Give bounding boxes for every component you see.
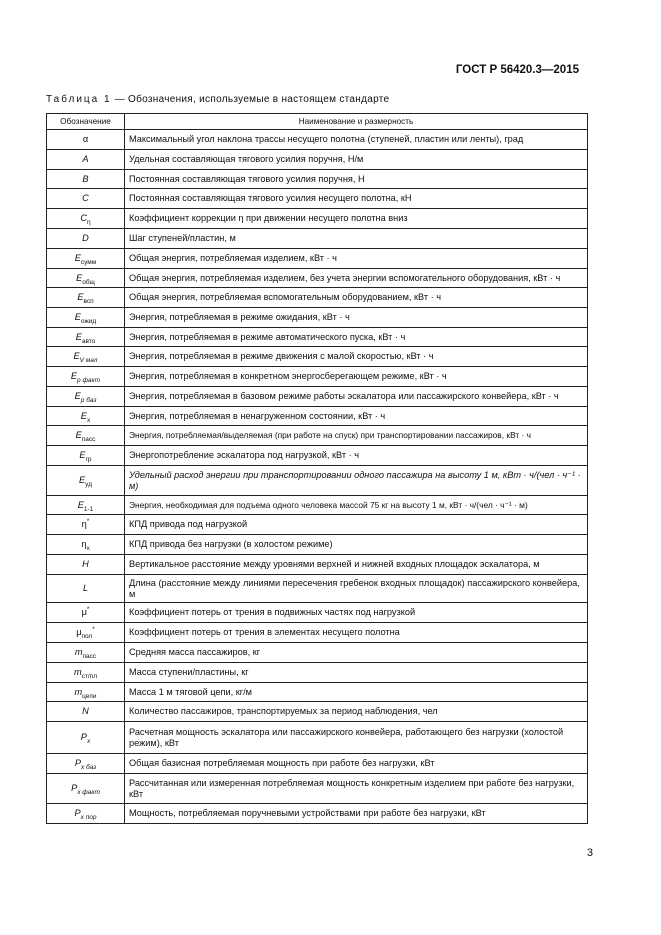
table-row (47, 269, 588, 288)
description-cell: Масса 1 м тяговой цепи, кг/м (125, 683, 588, 702)
symbol-subscript: пасс (82, 652, 97, 660)
table-row (47, 643, 588, 663)
table-header-row (47, 114, 588, 130)
description-cell: Максимальный угол наклона трассы несущего полотна (ступеней, пластин или ленты), град (125, 130, 588, 150)
symbol-cell (47, 269, 125, 288)
description-cell: Общая энергия, потребляемая изделием, без учета энергии вспомогательного оборудования, кВт · ч (125, 269, 588, 288)
table-caption-text: — Обозначения, используемые в настоящем стандарте (111, 94, 390, 105)
description-cell: Удельная составляющая тягового усилия поручня, Н/м (125, 150, 588, 170)
symbol-subscript: ожид (80, 317, 97, 325)
symbol-cell (47, 367, 125, 387)
table-row (47, 722, 588, 754)
symbol-subscript: V мал (79, 356, 98, 364)
symbol-base: E (80, 410, 87, 421)
symbol-base: E (79, 475, 86, 485)
symbol-base: α (82, 134, 89, 144)
symbol-base: P (74, 758, 81, 768)
symbol-base: E (74, 312, 81, 322)
description-cell: Количество пассажиров, транспортируемых за период наблюдения, чел (125, 702, 588, 722)
symbol-subscript: p факт (77, 376, 101, 384)
table-row (47, 347, 588, 367)
table-row (47, 804, 588, 824)
symbol-subscript: x факт (77, 788, 100, 796)
symbol-base: m (74, 686, 83, 697)
description-cell: Энергопотребление эскалатора под нагрузкой, кВт · ч (125, 446, 588, 466)
table-row (47, 623, 588, 643)
description-cell: Общая базисная потребляемая мощность при работе без нагрузки, кВт (125, 754, 588, 774)
description-cell: Энергия, потребляемая в базовом режиме работы эскалатора или пассажирского конвейера, кВт · ч (125, 387, 588, 407)
table-row (47, 249, 588, 269)
symbol-subscript: 1-1 (83, 505, 94, 513)
table-row (47, 515, 588, 535)
symbol-cell (47, 702, 125, 722)
symbol-cell (47, 555, 125, 575)
column-header-description: Наименование и размерность (125, 114, 588, 130)
description-cell: Энергия, потребляемая в режиме движения с малой скоростью, кВт · ч (125, 347, 588, 367)
symbol-base: E (79, 450, 86, 460)
symbol-base: C (80, 213, 87, 223)
description-cell: Энергия, потребляемая/выделяемая (при работе на спуск) при транспортировании пассажиров, кВт · ч (125, 426, 588, 446)
symbol-subscript: ст/пл (81, 672, 97, 680)
table-caption-label: Таблица 1 (46, 94, 112, 105)
table-row (47, 407, 588, 426)
symbol-superscript: * (86, 517, 90, 525)
description-cell: КПД привода без нагрузки (в холостом режиме) (125, 535, 588, 555)
description-cell: Рассчитанная или измеренная потребляемая мощность конкретным изделием при работе без нагрузки, кВт (125, 774, 588, 804)
symbol-subscript: пол (81, 632, 93, 640)
symbol-subscript: уд (85, 480, 92, 488)
symbol-cell (47, 130, 125, 150)
table-row (47, 555, 588, 575)
symbol-subscript: η (87, 218, 91, 226)
symbol-base: m (74, 647, 83, 657)
symbol-cell (47, 722, 125, 754)
symbol-base: E (77, 292, 84, 302)
description-cell: Средняя масса пассажиров, кг (125, 643, 588, 663)
symbol-base: μ (81, 607, 87, 617)
symbol-subscript: x (86, 544, 90, 552)
symbol-cell (47, 774, 125, 804)
description-cell: Постоянная составляющая тягового усилия поручня, Н (125, 170, 588, 189)
symbol-cell (47, 575, 125, 603)
standard-number: ГОСТ Р 56420.3—2015 (455, 64, 579, 76)
description-cell: Длина (расстояние между линиями пересечения гребенок входных площадок) пассажирского конвейера, м (125, 575, 588, 603)
symbol-cell (47, 229, 125, 249)
symbol-base: η (81, 519, 87, 529)
description-cell: Мощность, потребляемая поручневыми устройствами при работе без нагрузки, кВт (125, 804, 588, 824)
description-cell: КПД привода под нагрузкой (125, 515, 588, 535)
symbol-cell (47, 496, 125, 515)
table-row (47, 683, 588, 702)
symbol-base: η (81, 539, 87, 549)
description-cell: Энергия, потребляемая в ненагруженном состоянии, кВт · ч (125, 407, 588, 426)
symbol-cell (47, 347, 125, 367)
symbol-subscript: пасс (81, 435, 96, 443)
description-cell: Масса ступени/пластины, кг (125, 663, 588, 683)
symbol-base: m (73, 667, 82, 677)
symbol-cell (47, 663, 125, 683)
table-row (47, 328, 588, 347)
description-cell: Энергия, потребляемая в конкретном энергосберегающем режиме, кВт · ч (125, 367, 588, 387)
table-row (47, 496, 588, 515)
symbol-cell (47, 189, 125, 209)
symbol-cell (47, 603, 125, 623)
symbol-base: B (82, 173, 89, 184)
symbol-base: H (82, 559, 89, 569)
symbol-base: E (75, 331, 82, 342)
symbol-subscript: x (86, 416, 91, 424)
symbol-base: E (75, 430, 82, 440)
table-row (47, 426, 588, 446)
table-row (47, 575, 588, 603)
table-row (47, 229, 588, 249)
description-cell: Постоянная составляющая тягового усилия несущего полотна, кН (125, 189, 588, 209)
description-cell: Общая энергия, потребляемая вспомогательным оборудованием, кВт · ч (125, 288, 588, 308)
table-row (47, 308, 588, 328)
symbol-cell (47, 446, 125, 466)
symbol-base: D (82, 233, 89, 243)
symbol-cell (47, 170, 125, 189)
symbol-cell (47, 515, 125, 535)
symbol-base: E (76, 272, 83, 283)
description-cell: Энергия, необходимая для подъема одного человека массой 75 кг на высоту 1 м, кВт · ч/(чел · ч⁻¹ · м) (125, 496, 588, 515)
description-cell: Вертикальное расстояние между уровнями верхней и нижней входных площадок эскалатора, м (125, 555, 588, 575)
description-cell: Коэффициент потерь от трения в подвижных частях под нагрузкой (125, 603, 588, 623)
symbol-cell (47, 683, 125, 702)
table-row (47, 189, 588, 209)
table-row (47, 774, 588, 804)
description-cell: Расчетная мощность эскалатора или пассажирского конвейера, работающего без нагрузки (холостой режим), кВт (125, 722, 588, 754)
symbol-cell (47, 249, 125, 269)
table-body (47, 130, 588, 824)
description-cell: Шаг ступеней/пластин, м (125, 229, 588, 249)
symbol-base: P (80, 732, 87, 742)
symbol-base: E (74, 391, 81, 401)
symbol-subscript: общ (82, 278, 95, 286)
symbol-cell (47, 328, 125, 347)
page-number: 3 (586, 847, 593, 859)
symbol-base: μ (76, 627, 82, 637)
symbol-cell (47, 426, 125, 446)
symbol-base: E (77, 499, 84, 510)
symbol-base: A (82, 154, 89, 164)
symbol-base: N (82, 706, 89, 716)
table-row (47, 150, 588, 170)
symbol-base: E (73, 351, 80, 361)
table-row (47, 535, 588, 555)
description-cell: Коэффициент потерь от трения в элементах несущего полотна (125, 623, 588, 643)
symbol-subscript: гр (85, 455, 92, 463)
symbol-subscript: цепи (82, 692, 97, 700)
table-row (47, 130, 588, 150)
symbol-cell (47, 209, 125, 229)
table-row (47, 603, 588, 623)
table-row (47, 209, 588, 229)
table-row (47, 446, 588, 466)
column-header-symbol: Обозначение (47, 114, 125, 130)
table-row (47, 702, 588, 722)
description-cell: Общая энергия, потребляемая изделием, кВт · ч (125, 249, 588, 269)
symbol-subscript: x баз (80, 763, 97, 771)
table-row (47, 387, 588, 407)
symbol-cell (47, 466, 125, 496)
table-row (47, 367, 588, 387)
table-row (47, 663, 588, 683)
symbol-superscript: * (86, 605, 90, 613)
symbol-base: E (74, 253, 81, 263)
table-row (47, 288, 588, 308)
symbol-cell (47, 804, 125, 824)
description-cell: Удельный расход энергии при транспортировании одного пассажира на высоту 1 м, кВт · ч/(чел · ч⁻¹ · м) (125, 466, 588, 496)
description-cell: Энергия, потребляемая в режиме автоматического пуска, кВт · ч (125, 328, 588, 347)
symbol-subscript: p баз (80, 396, 97, 404)
symbol-base: P (74, 808, 81, 818)
symbol-cell (47, 387, 125, 407)
symbol-cell (47, 407, 125, 426)
symbol-subscript: всп (83, 297, 94, 305)
symbol-cell (47, 308, 125, 328)
symbol-cell (47, 288, 125, 308)
symbol-subscript: x (86, 737, 91, 745)
symbol-base: L (82, 583, 89, 593)
symbol-cell (47, 535, 125, 555)
symbol-base: C (82, 193, 89, 203)
symbol-subscript: авто (81, 337, 96, 345)
symbol-superscript: * (92, 625, 95, 633)
symbol-cell (47, 643, 125, 663)
symbol-cell (47, 754, 125, 774)
symbol-base: E (70, 371, 78, 381)
symbol-subscript: сумм (80, 258, 97, 266)
table-row (47, 466, 588, 496)
description-cell: Энергия, потребляемая в режиме ожидания, кВт · ч (125, 308, 588, 328)
table-row (47, 754, 588, 774)
symbol-base: P (71, 783, 78, 793)
symbol-cell (47, 623, 125, 643)
symbol-cell (47, 150, 125, 170)
table-caption (46, 94, 389, 105)
symbol-subscript: x пор (80, 813, 97, 821)
description-cell: Коэффициент коррекции η при движении несущего полотна вниз (125, 209, 588, 229)
symbols-table (46, 113, 588, 824)
table-row (47, 170, 588, 189)
